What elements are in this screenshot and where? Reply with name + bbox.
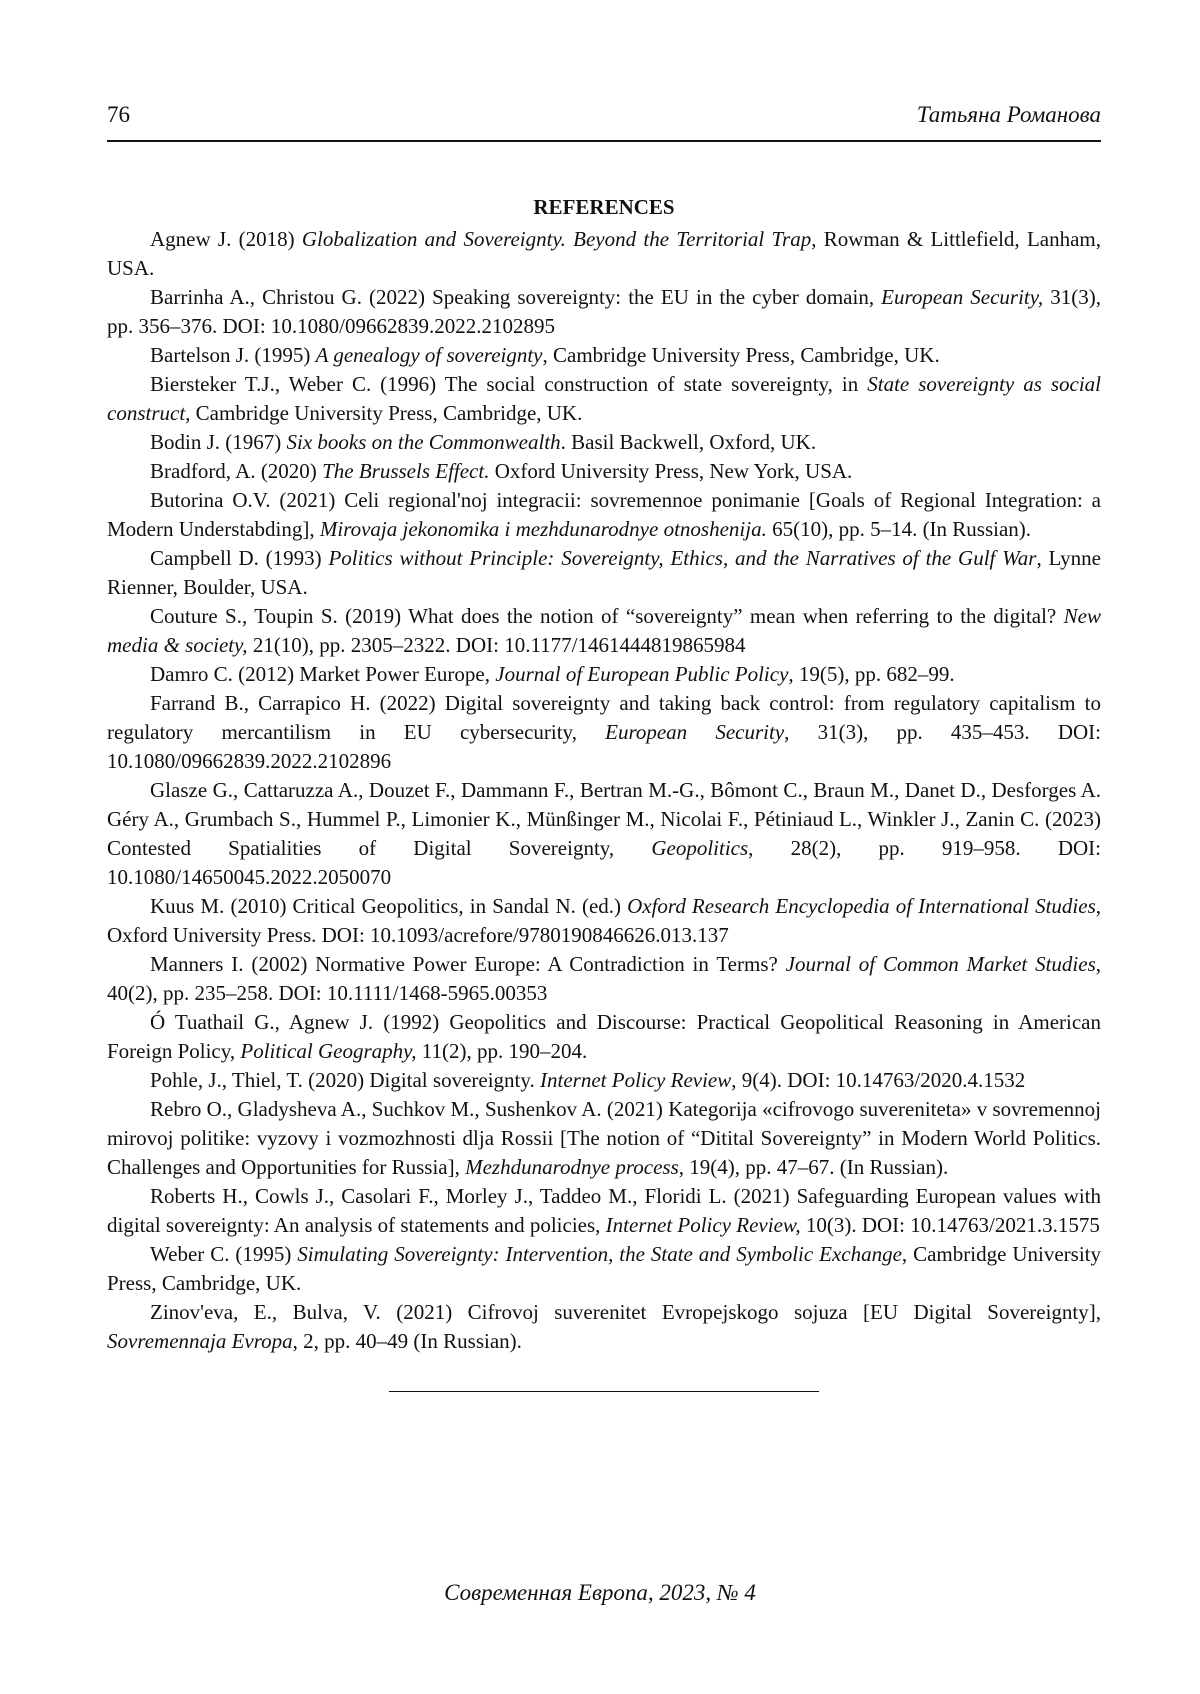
- reference-title: Internet Policy Review,: [605, 1213, 801, 1237]
- reference-title: European Security: [605, 720, 785, 744]
- reference-details: , 28(2), pp. 919–958. DOI: 10.1080/14650045.2022.2050070: [107, 836, 1101, 889]
- reference-text: Glasze G., Cattaruzza A., Douzet F., Dammann F., Bertran M.-G., Bômont C., Braun M., Danet D., Desforges A. Géry A., Grumbach S., Hummel P., Limonier K., Münßinger M., Nicolai F., Pétiniaud L., Winkler J., Zanin C. (2023) Contested Spatialities of Digital Sovereignty,: [107, 778, 1101, 860]
- reference-title: European Security,: [881, 285, 1044, 309]
- reference-title: Oxford Research Encyclopedia of International Studies: [627, 894, 1096, 918]
- reference-details: 10(3). DOI: 10.14763/2021.3.1575: [800, 1213, 1100, 1237]
- reference-title: Sovremennaja Evropa: [107, 1329, 293, 1353]
- reference-text: Farrand B., Carrapico H. (2022) Digital sovereignty and taking back control: from regulatory capitalism to regulatory mercantilism in EU cybersecurity,: [107, 691, 1101, 744]
- reference-entry: [107, 776, 1101, 892]
- reference-details: , Rowman & Littlefield, Lanham, USA.: [107, 227, 1102, 280]
- reference-title: The Brussels Effect.: [322, 459, 490, 483]
- reference-title: Mirovaja jekonomika i mezhdunarodnye otnoshenija.: [319, 517, 767, 541]
- reference-details: . Basil Backwell, Oxford, UK.: [560, 430, 817, 454]
- author-name: Татьяна Романова: [916, 102, 1101, 127]
- reference-title: Geopolitics: [651, 836, 749, 860]
- reference-text: Ó Tuathail G., Agnew J. (1992) Geopolitics and Discourse: Practical Geopolitical Reasoning in American Foreign Policy,: [107, 1010, 1101, 1063]
- reference-entry: [107, 1298, 1101, 1356]
- reference-details: , Cambridge University Press, Cambridge, UK.: [107, 1242, 1101, 1295]
- page-number: 76: [107, 102, 130, 127]
- reference-entry: [107, 950, 1101, 1008]
- reference-entry: [107, 602, 1101, 660]
- reference-title: Mezhdunarodnye process: [465, 1155, 679, 1179]
- reference-title: State sovereignty as social construct: [107, 372, 1102, 425]
- reference-entry: [107, 486, 1101, 544]
- reference-details: , 40(2), pp. 235–258. DOI: 10.1111/1468-5965.00353: [107, 952, 1101, 1005]
- reference-text: Weber C. (1995): [150, 1242, 298, 1266]
- reference-text: Rebro O., Gladysheva A., Suchkov M., Sushenkov A. (2021) Kategorija «cifrovogo suvereniteta» v sovremennoj mirovoj politike: vyzovy i vozmozhnosti dlja Rossii [The notion of “Ditital Sovereignty” in Modern World Politics. Challenges and Opportunities for Russia],: [107, 1097, 1101, 1179]
- reference-details: 11(2), pp. 190–204.: [416, 1039, 588, 1063]
- reference-entry: [107, 1066, 1101, 1095]
- reference-text: Biersteker T.J., Weber C. (1996) The social construction of state sovereignty, in: [150, 372, 868, 396]
- reference-title: Journal of Common Market Studies: [785, 952, 1096, 976]
- reference-entry: [107, 660, 1101, 689]
- reference-details: , Cambridge University Press, Cambridge, UK.: [542, 343, 940, 367]
- journal-footer: Современная Европа, 2023, № 4: [444, 1580, 756, 1605]
- reference-title: New media & society,: [107, 604, 1101, 657]
- reference-details: , 19(4), pp. 47–67. (In Russian).: [678, 1155, 949, 1179]
- reference-entry: [107, 370, 1101, 428]
- reference-entry: [107, 457, 1101, 486]
- reference-entry: [107, 1240, 1101, 1298]
- reference-details: , 19(5), pp. 682–99.: [788, 662, 955, 686]
- reference-text: Barrinha A., Christou G. (2022) Speaking sovereignty: the EU in the cyber domain,: [150, 285, 882, 309]
- reference-text: Bodin J. (1967): [150, 430, 287, 454]
- reference-entry: [107, 689, 1101, 776]
- reference-title: Political Geography,: [240, 1039, 417, 1063]
- reference-details: , 31(3), pp. 435–453. DOI: 10.1080/09662839.2022.2102896: [107, 720, 1101, 773]
- reference-title: Journal of European Public Policy: [495, 662, 789, 686]
- reference-text: Bartelson J. (1995): [150, 343, 316, 367]
- reference-text: Agnew J. (2018): [150, 227, 302, 251]
- reference-entry: [107, 1182, 1101, 1240]
- section-title: REFERENCES: [533, 195, 675, 219]
- running-header: [107, 100, 1101, 142]
- reference-title: Six books on the Commonwealth: [286, 430, 561, 454]
- reference-details: 31(3), pp. 356–376. DOI: 10.1080/09662839.2022.2102895: [107, 285, 1101, 338]
- reference-title: Internet Policy Review: [540, 1068, 732, 1092]
- reference-title: Globalization and Sovereignty. Beyond the Territorial Trap: [301, 227, 812, 251]
- reference-entry: [107, 341, 1101, 370]
- reference-text: Couture S., Toupin S. (2019) What does the notion of “sovereignty” mean when referring to the digital?: [150, 604, 1064, 628]
- reference-entry: [107, 1008, 1101, 1066]
- reference-text: Roberts H., Cowls J., Casolari F., Morley J., Taddeo M., Floridi L. (2021) Safeguarding European values with digital sovereignty: An analysis of statements and policies,: [107, 1184, 1101, 1237]
- reference-text: Kuus M. (2010) Critical Geopolitics, in Sandal N. (ed.): [150, 894, 628, 918]
- end-rule: [389, 1391, 819, 1392]
- reference-text: Manners I. (2002) Normative Power Europe: A Contradiction in Terms?: [150, 952, 786, 976]
- reference-details: , 9(4). DOI: 10.14763/2020.4.1532: [731, 1068, 1026, 1092]
- reference-details: Oxford University Press, New York, USA.: [489, 459, 853, 483]
- reference-text: Bradford, A. (2020): [150, 459, 323, 483]
- reference-title: Simulating Sovereignty: Intervention, the State and Symbolic Exchange: [297, 1242, 902, 1266]
- reference-entry: [107, 544, 1101, 602]
- page: [107, 100, 1101, 1392]
- reference-list: [107, 225, 1101, 1356]
- reference-details: , Lynne Rienner, Boulder, USA.: [107, 546, 1101, 599]
- reference-text: Damro C. (2012) Market Power Europe,: [150, 662, 496, 686]
- reference-entry: [107, 1095, 1101, 1182]
- reference-details: , Oxford University Press. DOI: 10.1093/acrefore/9780190846626.013.137: [107, 894, 1101, 947]
- reference-text: Pohle, J., Thiel, T. (2020) Digital sovereignty.: [150, 1068, 541, 1092]
- reference-entry: [107, 428, 1101, 457]
- reference-text: Zinov'eva, E., Bulva, V. (2021) Cifrovoj suverenitet Evropejskogo sojuza [EU Digital Sovereignty],: [150, 1300, 1101, 1324]
- reference-text: Campbell D. (1993): [150, 546, 329, 570]
- reference-title: Politics without Principle: Sovereignty, Ethics, and the Narratives of the Gulf War: [328, 546, 1037, 570]
- reference-details: 65(10), pp. 5–14. (In Russian).: [766, 517, 1032, 541]
- reference-text: Butorina O.V. (2021) Celi regional'noj integracii: sovremennoe ponimanie [Goals of Regional Integration: a Modern Understabding],: [107, 488, 1101, 541]
- reference-details: , 2, pp. 40–49 (In Russian).: [292, 1329, 522, 1353]
- reference-entry: [107, 892, 1101, 950]
- reference-entry: [107, 283, 1101, 341]
- reference-entry: [107, 225, 1101, 283]
- reference-details: 21(10), pp. 2305–2322. DOI: 10.1177/1461444819865984: [247, 633, 746, 657]
- reference-title: A genealogy of sovereignty: [315, 343, 543, 367]
- reference-details: , Cambridge University Press, Cambridge, UK.: [185, 401, 583, 425]
